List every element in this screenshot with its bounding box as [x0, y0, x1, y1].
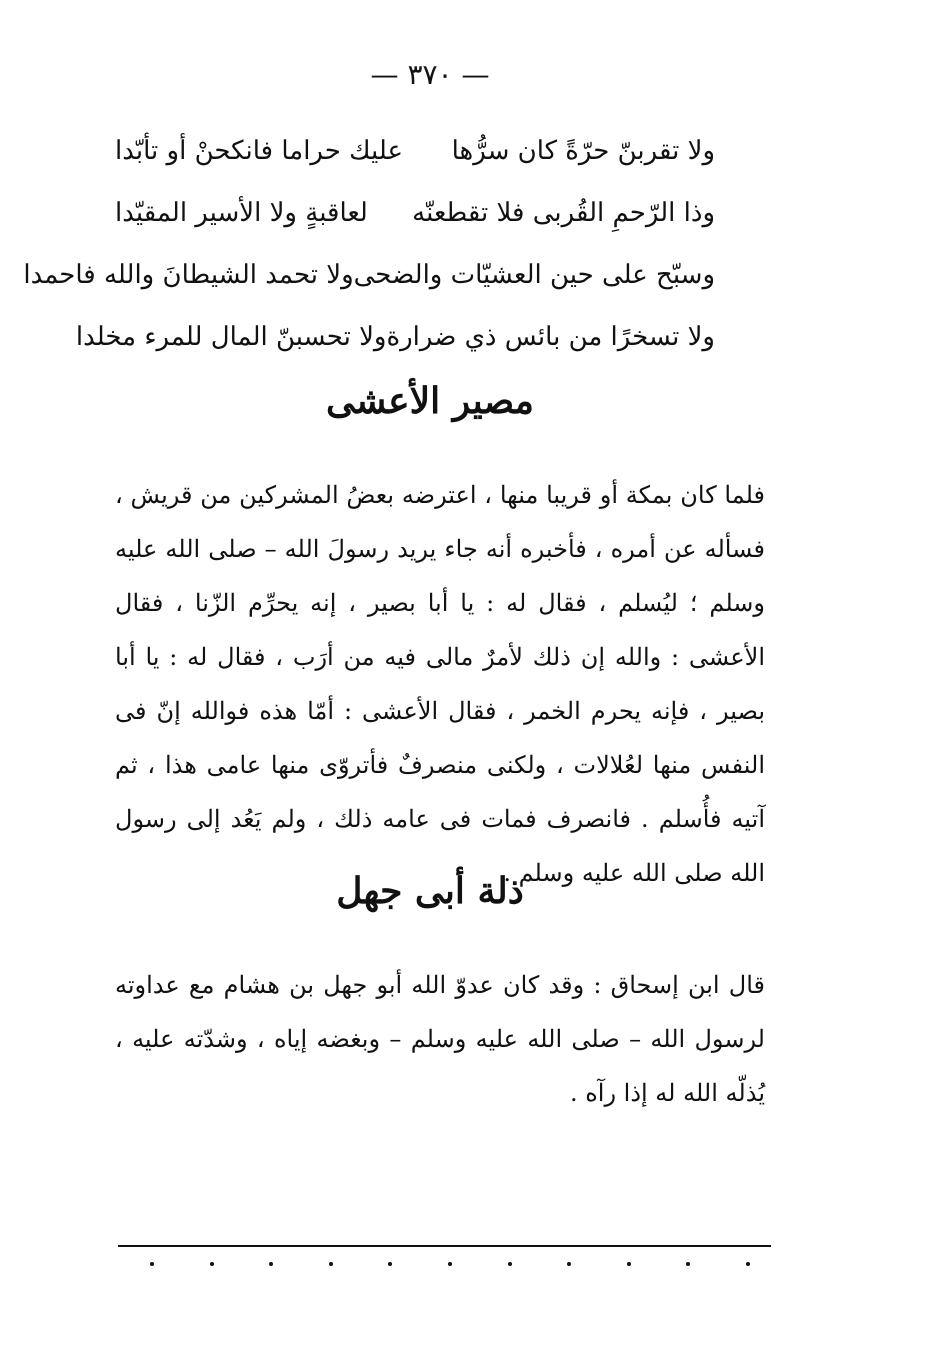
footer-dots	[150, 1262, 750, 1266]
footer-dot	[448, 1262, 452, 1266]
footer-dot	[627, 1262, 631, 1266]
verse-first-hemistich: وسبّح على حين العشيّات والضحى	[353, 260, 715, 290]
paragraph: فلما كان بمكة أو قريبا منها ، اعترضه بعضُ المشركين من قريش ، فسأله عن أمره ، فأخبره أنه جاء يريد رسولَ الله – صلى الله عليه وسلم ؛ ليُسلم ، فقال له : يا أبا بصير ، إنه يحرِّم الزّنا ، فقال الأعشى : والله إن ذلك لأمرٌ مالى فيه من أرَب ، فقال له : يا أبا بصير ، فإنه يحرم الخمر ، فقال الأعشى : أمّا هذه فوالله إنّ فى النفس منها لعُلالات ، ولكنى منصرفٌ فأتروّى منها عامى هذا ، ثم آتيه فأُسلم . فانصرف فمات فى عامه ذلك ، ولم يَعُد إلى رسول الله صلى الله عليه وسلم .	[115, 481, 765, 887]
footer-dot	[567, 1262, 571, 1266]
section-body	[115, 468, 765, 900]
footer-dot	[388, 1262, 392, 1266]
page-number: — ٣٧٠ —	[370, 58, 490, 91]
section-title: مصير الأعشى	[326, 380, 534, 422]
verse-second-hemistich: لعاقبةٍ ولا الأسير المقيّدا	[115, 198, 368, 228]
poem-verse	[23, 244, 715, 306]
verse-first-hemistich: ولا تقربنّ حرّةً كان سرُّها	[451, 136, 715, 166]
verse-second-hemistich: ولا تحمد الشيطانَ والله فاحمدا	[23, 260, 354, 290]
footer-dot	[746, 1262, 750, 1266]
footer-dot	[269, 1262, 273, 1266]
footer-dot	[150, 1262, 154, 1266]
poem-verse	[75, 306, 715, 368]
section-body	[115, 958, 765, 1120]
verse-first-hemistich: وذا الرّحمِ القُربى فلا تقطعنّه	[412, 198, 715, 228]
verse-first-hemistich: ولا تسخرًا من بائس ذي ضرارة	[386, 322, 715, 352]
verse-second-hemistich: ولا تحسبنّ المال للمرء مخلدا	[75, 322, 387, 352]
footer-dot	[686, 1262, 690, 1266]
poem-verse	[115, 120, 715, 182]
verse-second-hemistich: عليك حراما فانكحنْ أو تأبّدا	[115, 136, 403, 166]
footer-dot	[508, 1262, 512, 1266]
section-title: ذلة أبى جهل	[336, 870, 524, 912]
footer-rule	[118, 1245, 771, 1247]
footer-dot	[210, 1262, 214, 1266]
poem-verse	[115, 182, 715, 244]
paragraph: قال ابن إسحاق : وقد كان عدوّ الله أبو جهل بن هشام مع عداوته لرسول الله – صلى الله عليه وسلم – وبغضه إياه ، وشدّته عليه ، يُذلّه الله له إذا رآه .	[115, 971, 765, 1107]
footer-dot	[329, 1262, 333, 1266]
poem	[23, 120, 715, 368]
